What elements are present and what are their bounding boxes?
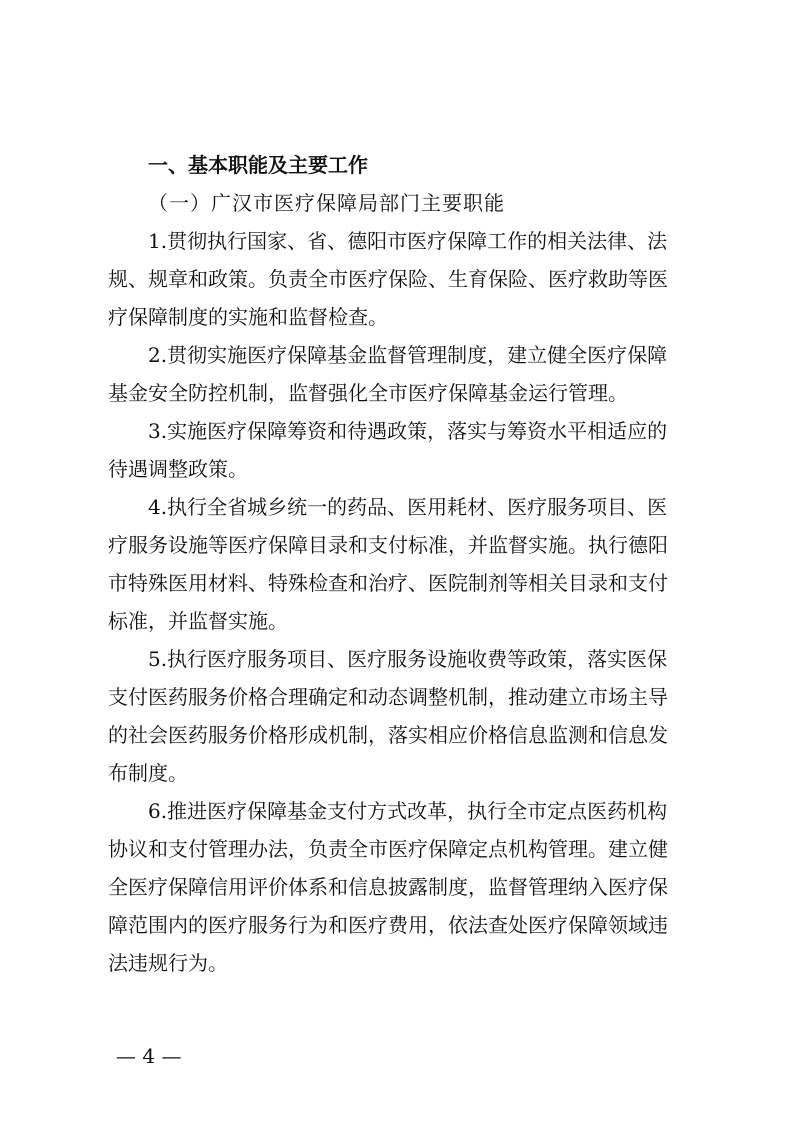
paragraph-line: 1.贯彻执行国家、省、德阳市医疗保障工作的相关法律、法 — [148, 229, 668, 253]
paragraph-line: 2.贯彻实施医疗保障基金监督管理制度，建立健全医疗保障 — [148, 343, 668, 367]
paragraph-line: 疗保障制度的实施和监督检查。 — [108, 305, 388, 329]
paragraph-line: 4.执行全省城乡统一的药品、医用耗材、医疗服务项目、医 — [148, 495, 668, 519]
paragraph-line: 法违规行为。 — [108, 951, 228, 975]
paragraph-line: 布制度。 — [108, 761, 188, 785]
subsection-heading: （一）广汉市医疗保障局部门主要职能 — [148, 191, 505, 215]
paragraph-line: 6.推进医疗保障基金支付方式改革，执行全市定点医药机构 — [148, 799, 668, 823]
paragraph — [108, 336, 700, 412]
document-body — [108, 146, 700, 982]
paragraph — [108, 222, 700, 336]
paragraph-line: 标准，并监督实施。 — [108, 609, 288, 633]
paragraph-line: 5.执行医疗服务项目、医疗服务设施收费等政策，落实医保 — [148, 647, 668, 671]
page-number: — 4 — — [116, 1044, 182, 1068]
paragraph-line: 市特殊医用材料、特殊检查和治疗、医院制剂等相关目录和支付 — [108, 571, 668, 595]
paragraph-line: 待遇调整政策。 — [108, 457, 248, 481]
section-heading: 一、基本职能及主要工作 — [148, 153, 368, 177]
paragraph-list — [108, 222, 700, 982]
paragraph-line: 疗服务设施等医疗保障目录和支付标准，并监督实施。执行德阳 — [108, 533, 668, 557]
paragraph — [108, 412, 700, 488]
paragraph-line: 的社会医药服务价格形成机制，落实相应价格信息监测和信息发 — [108, 723, 668, 747]
paragraph — [108, 640, 700, 792]
paragraph-line: 规、规章和政策。负责全市医疗保险、生育保险、医疗救助等医 — [108, 267, 668, 291]
paragraph-line: 基金安全防控机制，监督强化全市医疗保障基金运行管理。 — [108, 381, 628, 405]
paragraph-line: 支付医药服务价格合理确定和动态调整机制，推动建立市场主导 — [108, 685, 668, 709]
paragraph-line: 协议和支付管理办法，负责全市医疗保障定点机构管理。建立健 — [108, 837, 668, 861]
paragraph-line: 全医疗保障信用评价体系和信息披露制度，监督管理纳入医疗保 — [108, 875, 668, 899]
paragraph — [108, 488, 700, 640]
paragraph-line: 障范围内的医疗服务行为和医疗费用，依法查处医疗保障领域违 — [108, 913, 668, 937]
paragraph — [108, 792, 700, 982]
paragraph-line: 3.实施医疗保障筹资和待遇政策，落实与筹资水平相适应的 — [148, 419, 668, 443]
